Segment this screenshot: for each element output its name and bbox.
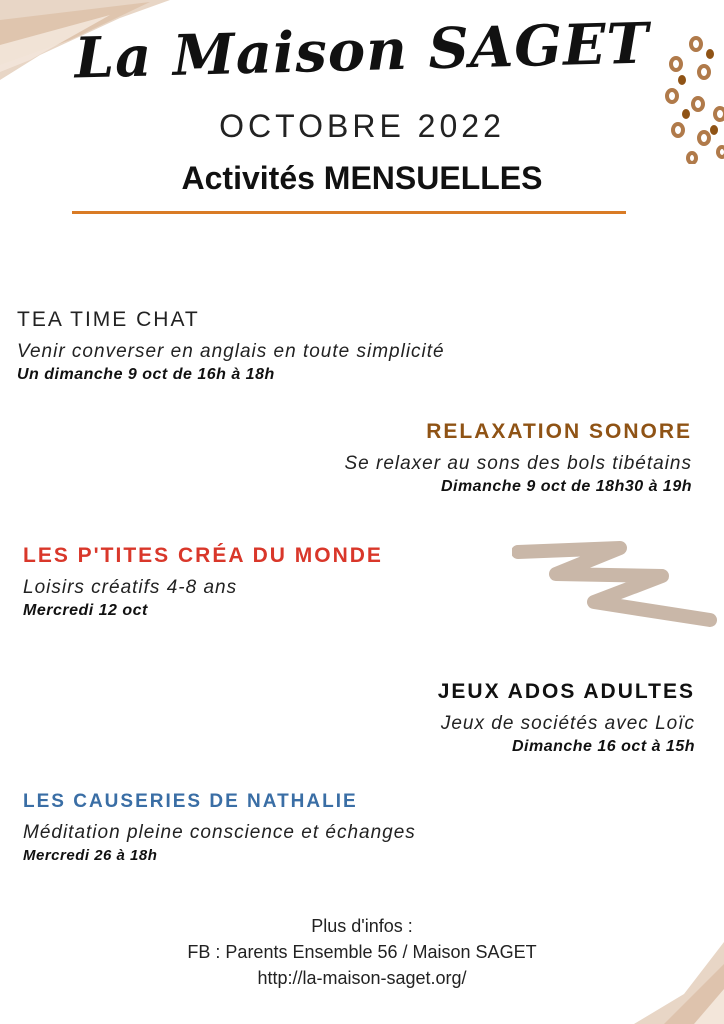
activity-title: JEUX ADOS ADULTES <box>437 680 695 703</box>
activity-relaxation-sonore <box>100 420 692 496</box>
activity-ptites-crea <box>23 544 503 620</box>
footer-info-label: Plus d'infos : <box>311 916 413 936</box>
activity-date: Mercredi 12 oct <box>23 602 148 619</box>
activity-tea-time-chat <box>17 308 617 384</box>
activity-date: Un dimanche 9 oct de 16h à 18h <box>17 366 275 383</box>
activity-title: RELAXATION SONORE <box>426 420 692 443</box>
activity-description: Se relaxer au sons des bols tibétains <box>344 453 692 474</box>
activity-description: Jeux de sociétés avec Loïc <box>440 713 695 734</box>
activity-description: Venir converser en anglais en toute simplicité <box>17 341 445 362</box>
brush-stroke-bottom-right-decoration <box>624 934 724 1024</box>
activity-date: Dimanche 9 oct de 18h30 à 19h <box>440 478 692 495</box>
activities-subtitle: Activités MENSUELLES <box>181 160 543 196</box>
activity-date: Mercredi 26 à 18h <box>23 847 158 864</box>
month-heading: OCTOBRE 2022 <box>219 108 505 144</box>
activity-date: Dimanche 16 oct à 15h <box>511 738 695 755</box>
page-title: La Maison SAGET <box>73 10 651 92</box>
activity-title: LES P'TITES CRÉA DU MONDE <box>23 544 383 567</box>
footer-website-link[interactable]: http://la-maison-saget.org/ <box>257 968 467 988</box>
footer-facebook: FB : Parents Ensemble 56 / Maison SAGET <box>187 942 537 962</box>
activity-description: Loisirs créatifs 4-8 ans <box>23 577 238 598</box>
activity-jeux-ados-adultes <box>200 680 695 756</box>
zigzag-brush-decoration <box>512 540 718 632</box>
activity-causeries-nathalie <box>23 791 623 864</box>
activity-description: Méditation pleine conscience et échanges <box>23 822 416 843</box>
activity-title: TEA TIME CHAT <box>17 308 200 331</box>
activity-title: LES CAUSERIES DE NATHALIE <box>23 791 358 812</box>
header-divider <box>72 211 626 214</box>
